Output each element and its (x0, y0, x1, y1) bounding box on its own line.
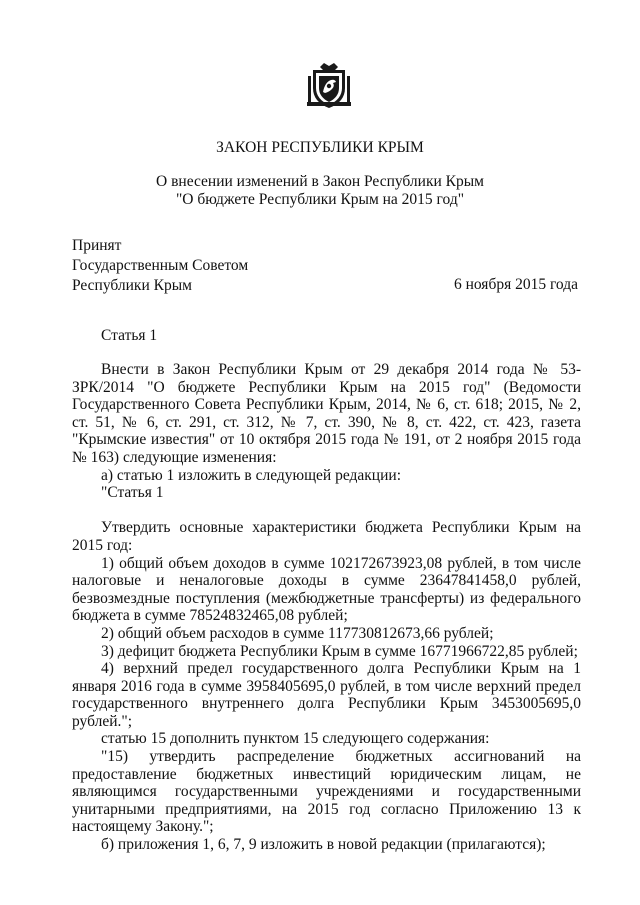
paragraph: а) статью 1 изложить в следующей редакции: (101, 466, 401, 484)
paragraph: статью 15 дополнить пунктом 15 следующего содержания: (101, 730, 490, 748)
crimea-coat-of-arms-icon (305, 62, 353, 110)
article-heading: Статья 1 (101, 327, 158, 344)
document-body (72, 361, 581, 854)
subtitle-line: О внесении изменений в Закон Республики Крым (156, 173, 484, 190)
subtitle-line: "О бюджете Республики Крым на 2015 год" (175, 191, 465, 208)
adoption-line: Государственным Советом (72, 257, 249, 274)
adoption-block (72, 236, 248, 296)
paragraph: Внести в Закон Республики Крым от 29 декабря 2014 года № 53-ЗРК/2014 "О бюджете Республики Крым на 2015 год" (Ведомости Государственного Совета Республики Крым, 2014, № 6, ст. 618; 2015, № 2, ст. 51, № 6, ст. 291, ст. 312, № 7, ст. 390, № 8, ст. 422, ст. 423, газета "Крымские известия" от 10 октября 2015 года № 191, от 2 ноября 2015 года № 163) следующие изменения: (72, 361, 581, 466)
paragraph: 1) общий объем доходов в сумме 102172673923,08 рублей, в том числе налоговые и неналоговые доходы в сумме 23647841458,0 рублей, безвозмездные поступления (межбюджетные трансферты) из федерального бюджета в сумме 78524832465,08 рублей; (72, 554, 581, 625)
law-title: ЗАКОН РЕСПУБЛИКИ КРЫМ (216, 139, 424, 156)
paragraph: б) приложения 1, 6, 7, 9 изложить в новой редакции (прилагаются); (101, 836, 546, 854)
paragraph: 3) дефицит бюджета Республики Крым в сумме 16771966722,85 рублей; (101, 642, 578, 660)
adoption-line: Принят (72, 237, 122, 254)
adoption-date: 6 ноября 2015 года (453, 276, 578, 293)
paragraph: Утвердить основные характеристики бюджета Республики Крым на 2015 год: (72, 519, 581, 554)
adoption-line: Республики Крым (72, 277, 192, 294)
paragraph: "15) утвердить распределение бюджетных ассигнований на предоставление бюджетных инвестиций юридическим лицам, не являющимся государственными учреждениями и государственными унитарными предприятиями, на 2015 год согласно Приложению 13 к настоящему Закону."; (72, 748, 581, 836)
paragraph: 4) верхний предел государственного долга Республики Крым на 1 января 2016 года в сумме 3958405695,0 рублей, в том числе верхний предел государственного внутреннего долга Республики Крым 3453005695,0 рублей."; (72, 660, 581, 730)
paragraph: "Статья 1 (101, 484, 164, 502)
paragraph: 2) общий объем расходов в сумме 117730812673,66 рублей; (101, 624, 494, 642)
law-subtitle (0, 173, 640, 209)
